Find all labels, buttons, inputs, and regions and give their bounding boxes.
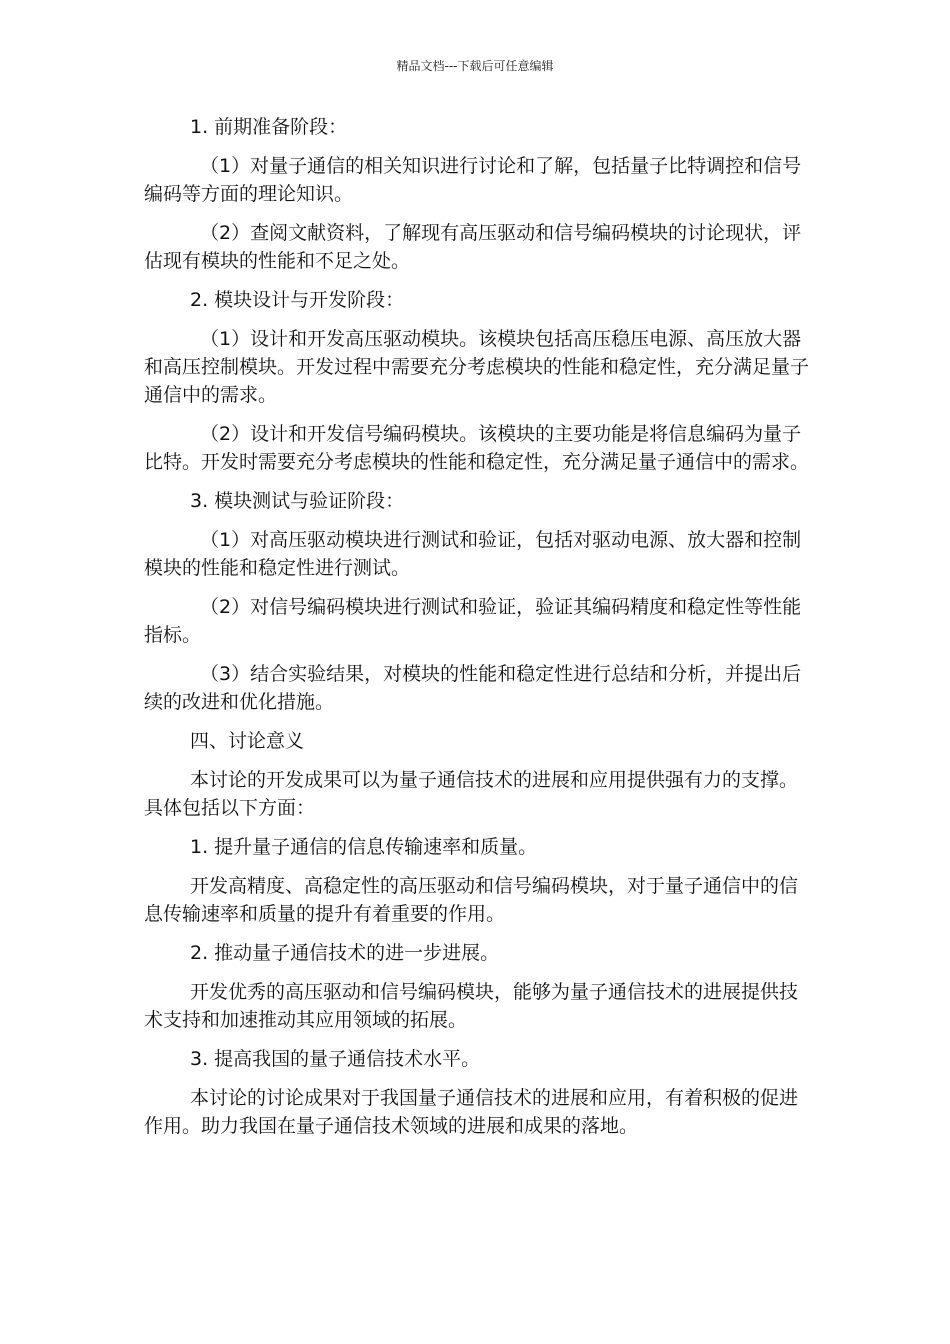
point-heading-1: 1. 提升量子通信的信息传输速率和质量。 (190, 836, 538, 858)
paragraph-testing-1: （1）对高压驱动模块进行测试和验证，包括对驱动电源、放大器和控制模块的性能和稳定性进行测试。 (144, 529, 802, 579)
paragraph-point-2: 开发优秀的高压驱动和信号编码模块，能够为量子通信技术的进展提供技术支持和加速推动其应用领域的拓展。 (144, 981, 799, 1031)
section-heading-testing: 3. 模块测试与验证阶段： (190, 490, 405, 512)
paragraph-design-2: （2）设计和开发信号编码模块。该模块的主要功能是将信息编码为量子比特。开发时需要充分考虑模块的性能和稳定性，充分满足量子通信中的需求。 (144, 423, 810, 473)
paragraph-point-3: 本讨论的讨论成果对于我国量子通信技术的进展和应用，有着积极的促进作用。助力我国在量子通信技术领域的进展和成果的落地。 (144, 1087, 799, 1137)
point-heading-3: 3. 提高我国的量子通信技术水平。 (190, 1048, 481, 1070)
point-heading-2: 2. 推动量子通信技术的进一步进展。 (190, 942, 500, 964)
page-header: 精品文档---下载后可任意编辑 (396, 59, 554, 73)
paragraph-significance-intro: 本讨论的开发成果可以为量子通信技术的进展和应用提供强有力的支撑。具体包括以下方面： (144, 769, 799, 819)
paragraph-testing-3: （3）结合实验结果，对模块的性能和稳定性进行总结和分析，并提出后续的改进和优化措施。 (144, 663, 802, 713)
paragraph-testing-2: （2）对信号编码模块进行测试和验证，验证其编码精度和稳定性等性能指标。 (144, 596, 802, 646)
section-heading-significance: 四、讨论意义 (190, 730, 305, 752)
section-heading-design: 2. 模块设计与开发阶段： (190, 289, 405, 311)
section-heading-preparation: 1. 前期准备阶段： (190, 116, 348, 138)
paragraph-design-1: （1）设计和开发高压驱动模块。该模块包括高压稳压电源、高压放大器和高压控制模块。开发过程中需要充分考虑模块的性能和稳定性，充分满足量子通信中的需求。 (144, 328, 810, 406)
paragraph-preparation-2: （2）查阅文献资料，了解现有高压驱动和信号编码模块的讨论现状，评估现有模块的性能和不足之处。 (144, 222, 802, 272)
paragraph-preparation-1: （1）对量子通信的相关知识进行讨论和了解，包括量子比特调控和信号编码等方面的理论知识。 (144, 155, 802, 205)
document-body (144, 113, 814, 1151)
paragraph-point-1: 开发高精度、高稳定性的高压驱动和信号编码模块，对于量子通信中的信息传输速率和质量的提升有着重要的作用。 (144, 875, 799, 925)
